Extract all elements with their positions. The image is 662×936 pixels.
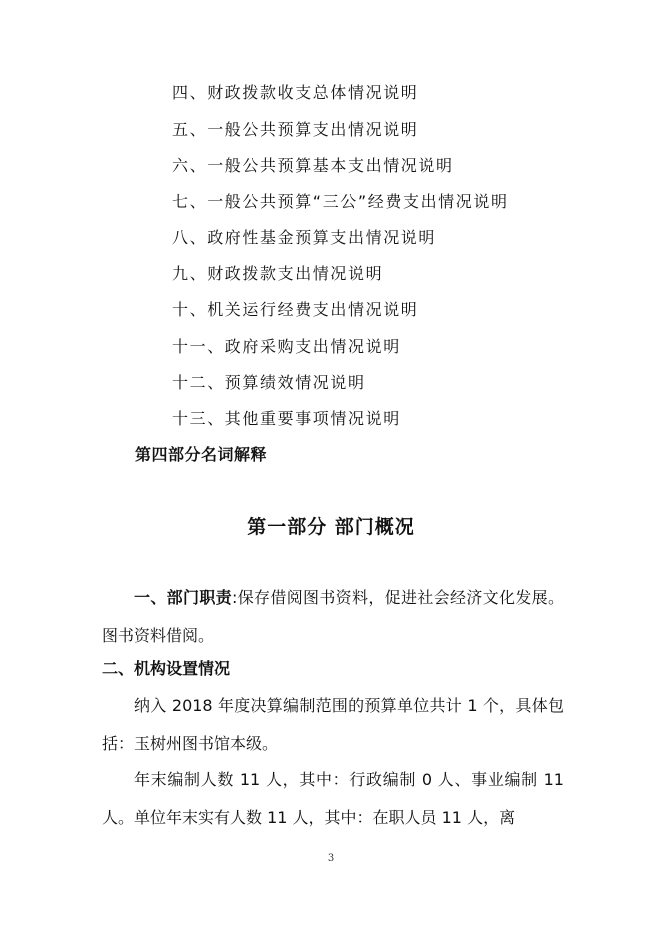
toc-item-13: 十三、其他重要事项情况说明 (172, 409, 401, 428)
page-number: 3 (327, 853, 335, 864)
section-title: 第一部分 部门概况 (247, 516, 415, 538)
toc-item-8: 八、政府性基金预算支出情况说明 (172, 228, 437, 247)
toc-item-4: 四、财政拨款收支总体情况说明 (172, 83, 419, 102)
org-paragraph-1: 纳入 2018 年度决算编制范围的预算单位共计 1 个，具体包括：玉树州图书馆本级。 (102, 696, 564, 753)
org-paragraph-2: 年末编制人数 11 人，其中：行政编制 0 人、事业编制 11 人。单位年末实有人数 11 人，其中：在职人员 11 人，离 (102, 770, 564, 827)
toc-item-10: 十、机关运行经费支出情况说明 (172, 300, 419, 319)
toc-item-9: 九、财政拨款支出情况说明 (172, 264, 384, 283)
toc-item-5: 五、一般公共预算支出情况说明 (172, 120, 419, 139)
org-heading: 二、机构设置情况 (102, 659, 231, 678)
duties-label: 一、部门职责 (134, 588, 232, 607)
toc-item-7: 七、一般公共预算“三公”经费支出情况说明 (172, 192, 509, 211)
toc-item-11: 十一、政府采购支出情况说明 (172, 337, 401, 356)
toc-part-four: 第四部分名词解释 (135, 445, 268, 464)
toc-item-12: 十二、预算绩效情况说明 (172, 373, 366, 392)
duties-text: :保存借阅图书资料，促进社会经济文化发展。图书资料借阅。 (102, 588, 564, 645)
duties-paragraph (102, 579, 564, 655)
toc-item-6: 六、一般公共预算基本支出情况说明 (172, 156, 454, 175)
